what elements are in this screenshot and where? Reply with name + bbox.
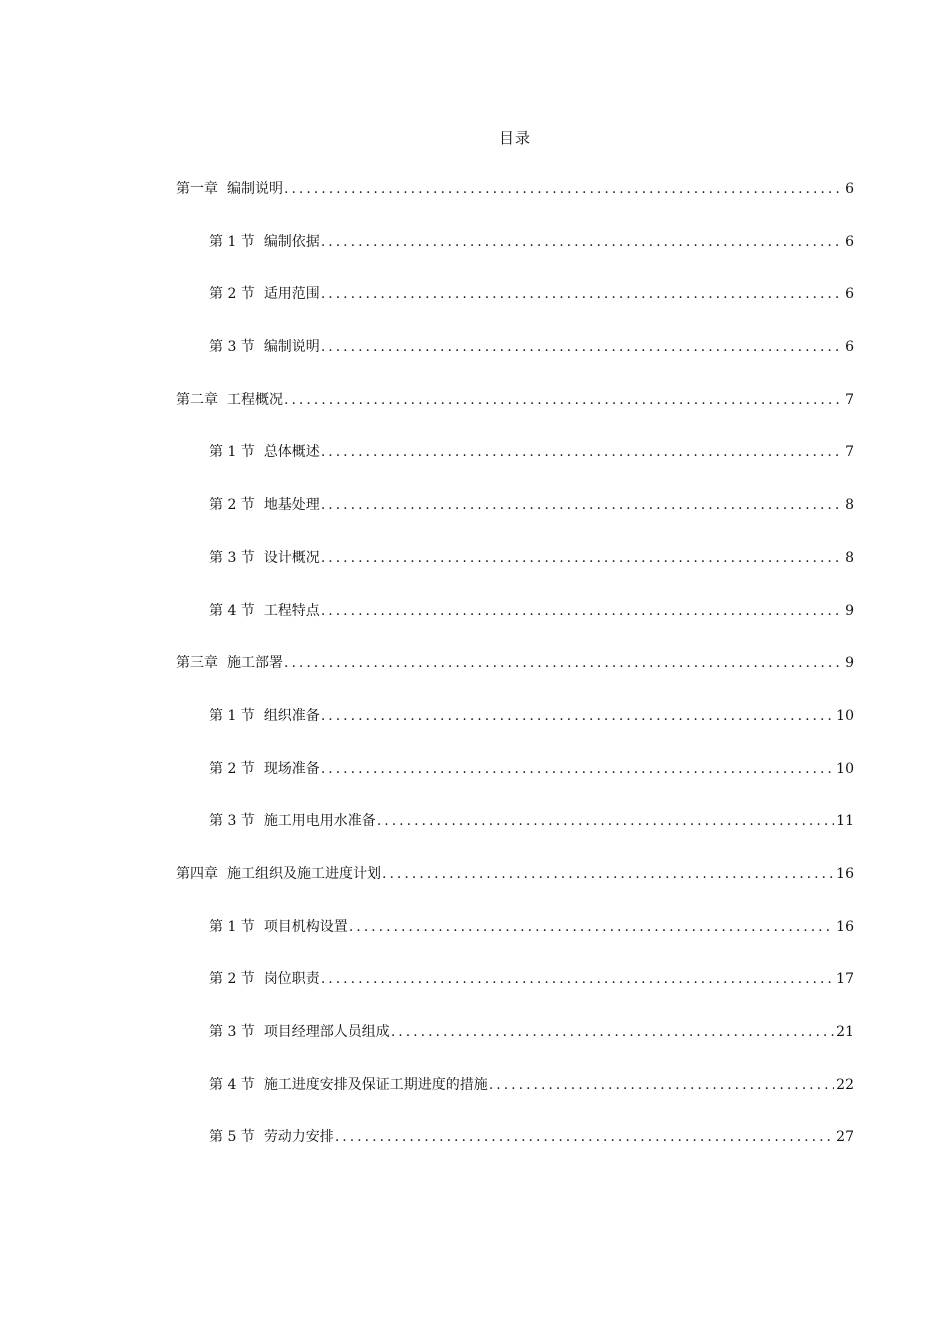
toc-entry-chapter[interactable] — [0, 863, 950, 916]
toc-entry-page: 6 — [845, 339, 854, 356]
toc-entry-page: 7 — [845, 391, 854, 408]
toc-entry-section[interactable] — [0, 494, 950, 547]
toc-leader-dots — [489, 1074, 834, 1096]
toc-entry-section[interactable] — [0, 600, 950, 653]
toc-entry-number: 第 3 节 — [209, 339, 255, 356]
toc-entry-page: 8 — [845, 549, 854, 566]
toc-entry-title: 总体概述 — [263, 444, 320, 461]
toc-leader-dots — [321, 968, 834, 990]
toc-leader-dots — [284, 389, 843, 411]
toc-leader-dots — [321, 705, 834, 727]
toc-entry-page: 6 — [845, 233, 854, 250]
toc-entry-number: 第 2 节 — [209, 497, 255, 514]
toc-leader-dots — [321, 758, 834, 780]
toc-entry-number: 第二章 — [176, 391, 218, 408]
toc-entry-title: 现场准备 — [263, 760, 320, 777]
toc-entry-page: 6 — [845, 181, 854, 197]
toc-title: 目录 — [498, 129, 531, 147]
toc-entry-page: 16 — [836, 918, 854, 935]
toc-entry-title: 施工部署 — [227, 655, 283, 672]
toc-entry-section[interactable] — [0, 336, 950, 389]
toc-leader-dots — [284, 178, 843, 200]
toc-entry-section[interactable] — [0, 231, 950, 284]
toc-entry-title: 适用范围 — [263, 286, 320, 303]
toc-entry-chapter[interactable] — [0, 389, 950, 442]
toc-entry-section[interactable] — [0, 758, 950, 811]
toc-entry-number: 第 3 节 — [209, 549, 255, 566]
toc-leader-dots — [321, 283, 843, 305]
toc-entry-page: 22 — [836, 1076, 854, 1093]
toc-entry-chapter[interactable] — [0, 652, 950, 705]
toc-entry-section[interactable] — [0, 1126, 950, 1179]
toc-entry-page: 9 — [845, 655, 854, 672]
toc-entry-title: 施工进度安排及保证工期进度的措施 — [263, 1076, 488, 1093]
toc-entry-title: 地基处理 — [263, 497, 320, 514]
toc-entry-page: 7 — [845, 444, 854, 461]
toc-entry-number: 第四章 — [176, 865, 218, 882]
toc-entry-number: 第一章 — [176, 181, 218, 197]
toc-leader-dots — [284, 652, 843, 674]
toc-entry-number: 第 4 节 — [209, 1076, 255, 1093]
toc-entry-section[interactable] — [0, 968, 950, 1021]
toc-entry-section[interactable] — [0, 547, 950, 600]
toc-entry-number: 第 2 节 — [209, 971, 255, 988]
toc-entry-page: 27 — [836, 1129, 854, 1146]
toc-leader-dots — [391, 1021, 834, 1043]
toc-leader-dots — [377, 810, 834, 832]
toc-entry-title: 项目经理部人员组成 — [263, 1024, 390, 1040]
toc-entry-title: 施工组织及施工进度计划 — [227, 865, 381, 882]
toc-leader-dots — [321, 547, 843, 569]
toc-entry-page: 11 — [836, 813, 854, 830]
toc-entry-title: 工程概况 — [227, 391, 283, 408]
toc-entry-page: 6 — [845, 286, 854, 303]
toc-entry-number: 第 2 节 — [209, 286, 255, 303]
toc-leader-dots — [321, 494, 843, 516]
toc-entry-section[interactable] — [0, 705, 950, 758]
toc-entry-section[interactable] — [0, 283, 950, 336]
toc-leader-dots — [349, 916, 834, 938]
toc-leader-dots — [321, 336, 843, 358]
toc-entry-title: 组织准备 — [263, 707, 320, 724]
toc-leader-dots — [321, 600, 843, 622]
toc-leader-dots — [321, 441, 843, 463]
toc-entry-title: 劳动力安排 — [263, 1129, 334, 1146]
toc-entry-section[interactable] — [0, 441, 950, 494]
toc-entry-title: 编制依据 — [263, 233, 320, 250]
toc-entry-number: 第 1 节 — [209, 444, 255, 461]
toc-entry-title: 项目机构设置 — [263, 918, 348, 935]
toc-entry-section[interactable] — [0, 916, 950, 969]
toc-entry-number: 第 3 节 — [209, 1024, 255, 1040]
toc-entry-section[interactable] — [0, 1021, 950, 1074]
toc-entry-section[interactable] — [0, 1074, 950, 1127]
toc-entry-page: 10 — [836, 760, 854, 777]
toc-entry-number: 第 3 节 — [209, 813, 255, 830]
toc-entry-number: 第 1 节 — [209, 233, 255, 250]
toc-entry-chapter[interactable] — [0, 178, 950, 231]
toc-entry-page: 17 — [836, 971, 854, 988]
toc-entry-title: 施工用电用水准备 — [263, 813, 376, 830]
toc-list — [0, 178, 950, 1179]
toc-entry-title: 编制说明 — [263, 339, 320, 356]
toc-entry-page: 8 — [845, 497, 854, 514]
toc-entry-title: 设计概况 — [263, 549, 320, 566]
toc-entry-number: 第 4 节 — [209, 602, 255, 619]
toc-entry-page: 21 — [836, 1024, 854, 1040]
toc-entry-number: 第三章 — [176, 655, 218, 672]
toc-entry-section[interactable] — [0, 810, 950, 863]
toc-entry-title: 岗位职责 — [263, 971, 320, 988]
toc-entry-page: 10 — [836, 707, 854, 724]
toc-leader-dots — [382, 863, 834, 885]
toc-entry-number: 第 1 节 — [209, 707, 255, 724]
toc-entry-title: 编制说明 — [227, 181, 283, 197]
toc-entry-page: 9 — [845, 602, 854, 619]
toc-entry-number: 第 1 节 — [209, 918, 255, 935]
toc-entry-title: 工程特点 — [263, 602, 320, 619]
toc-leader-dots — [321, 231, 843, 253]
toc-entry-number: 第 2 节 — [209, 760, 255, 777]
toc-leader-dots — [335, 1126, 834, 1148]
toc-entry-number: 第 5 节 — [209, 1129, 255, 1146]
toc-entry-page: 16 — [836, 865, 854, 882]
